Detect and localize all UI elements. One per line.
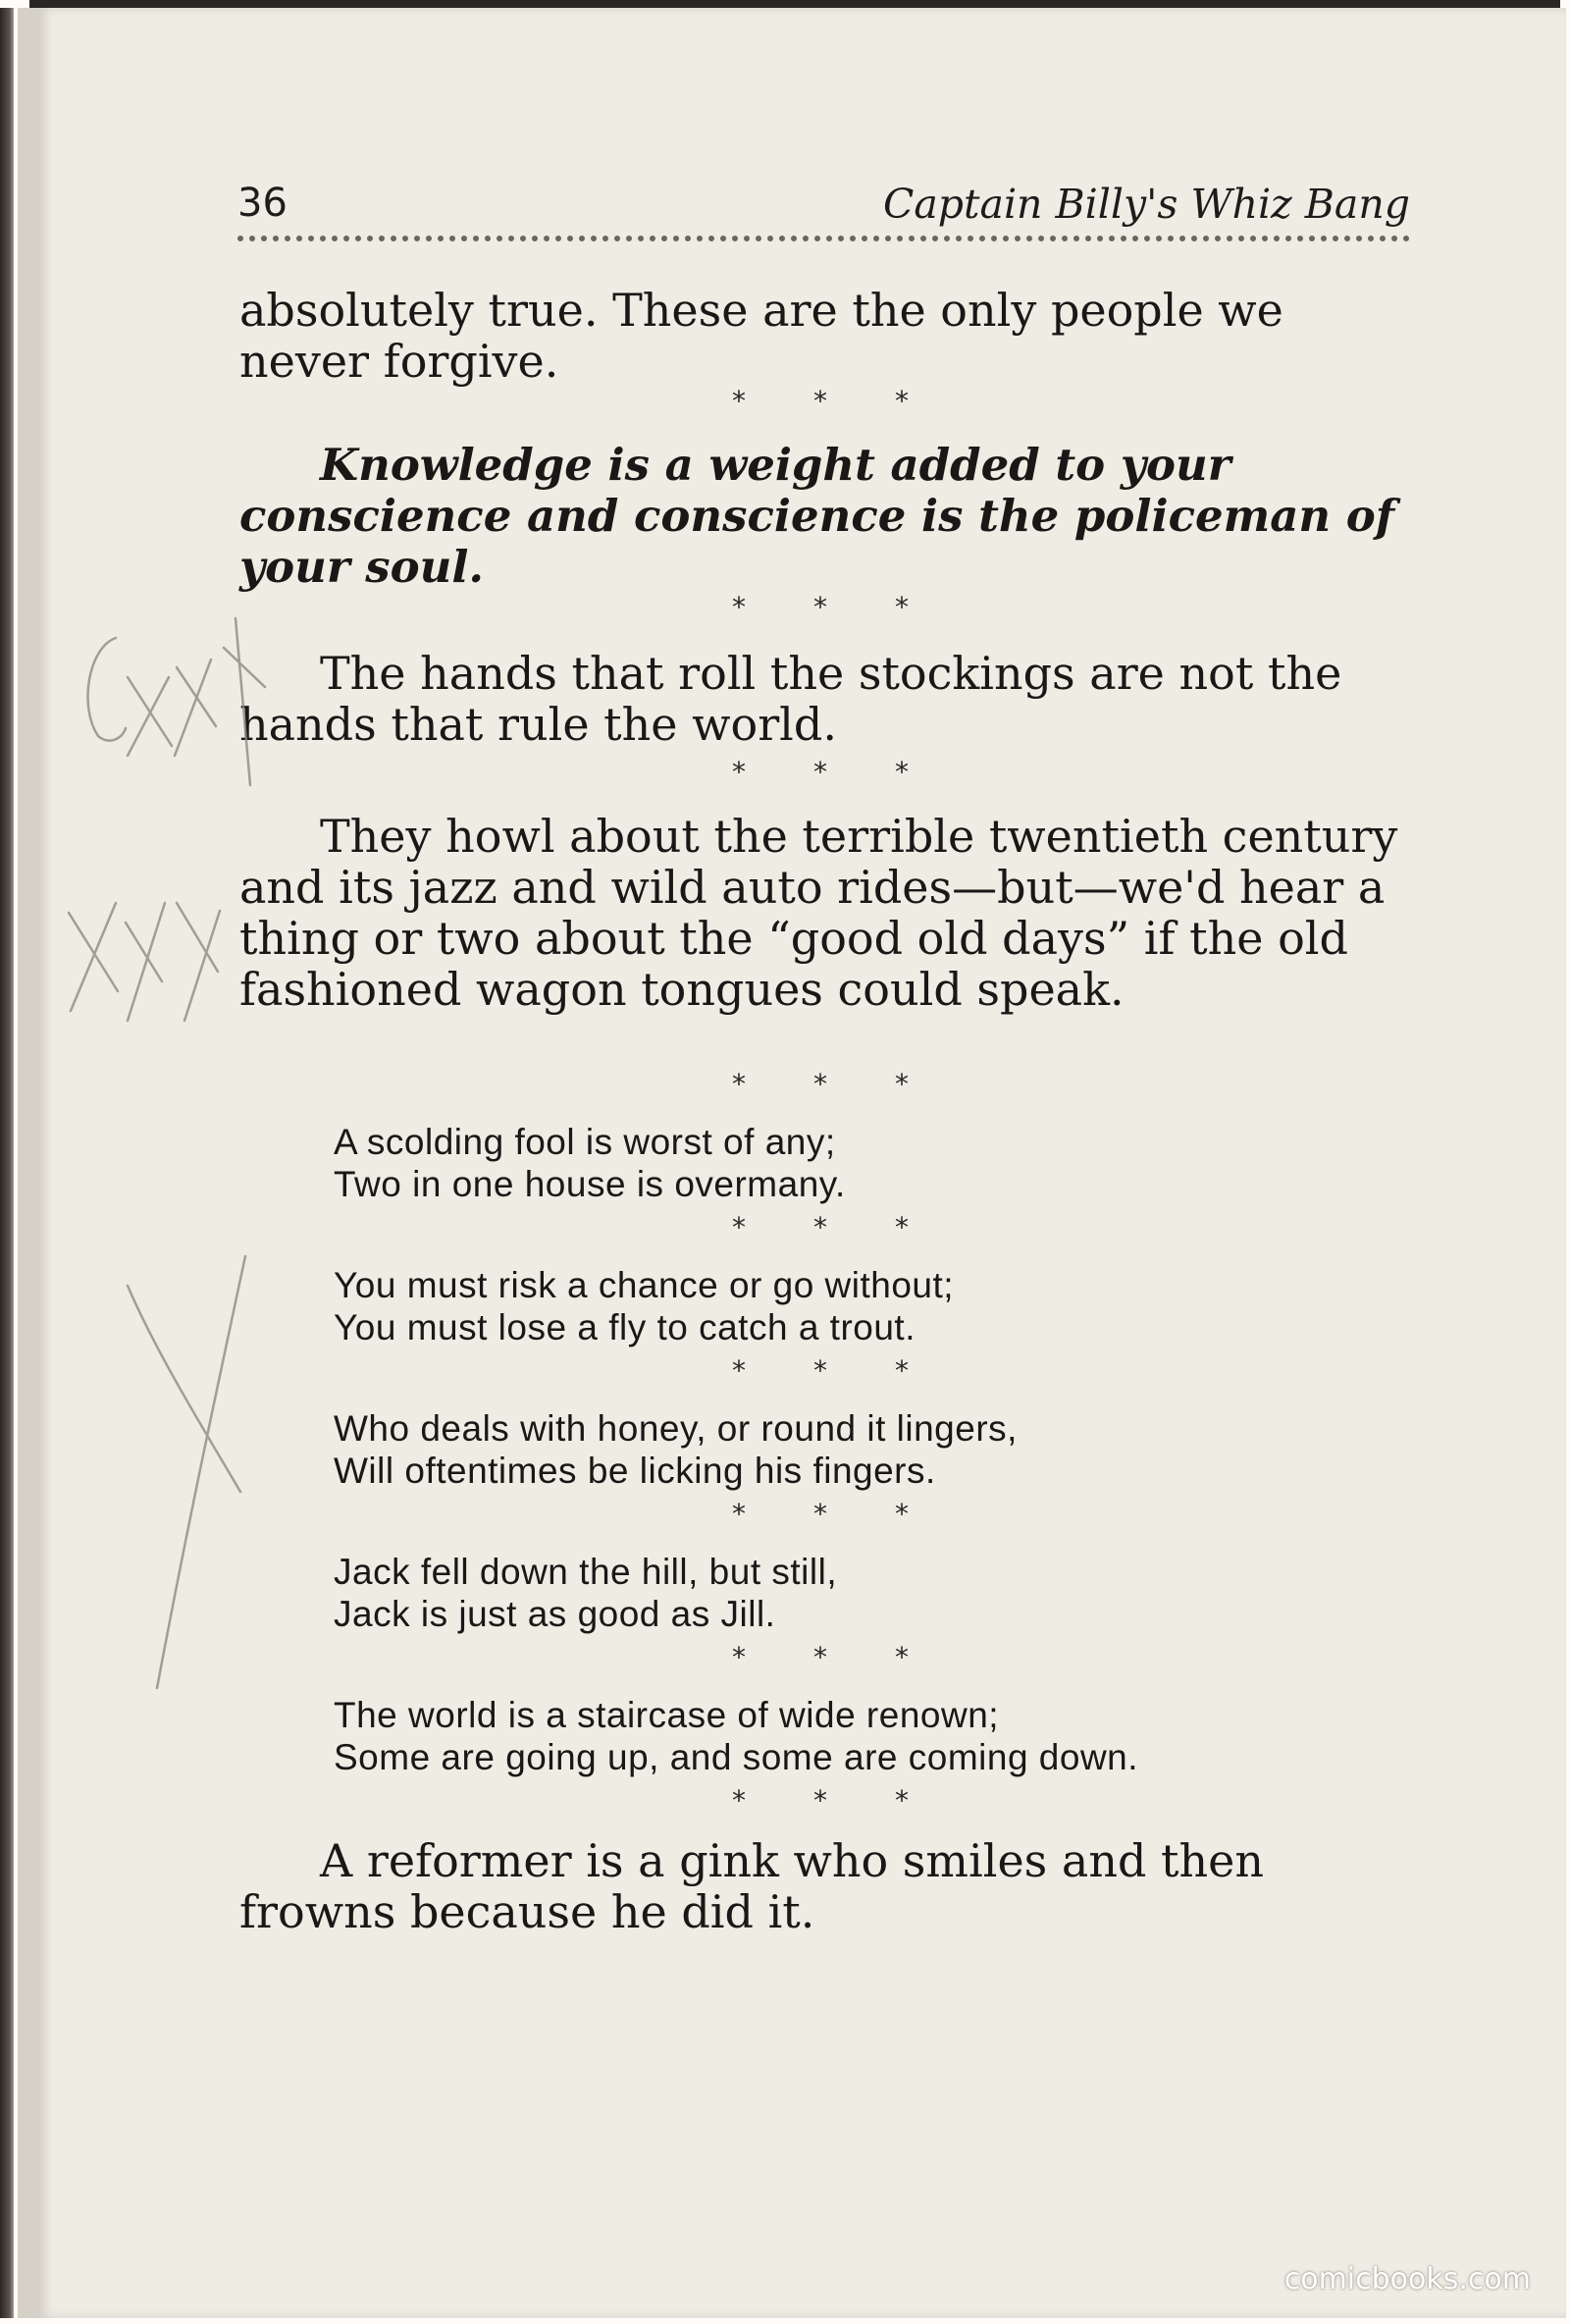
couplet-4 bbox=[334, 1551, 1364, 1635]
separator-5 bbox=[732, 1211, 909, 1243]
separator-star: * bbox=[813, 1784, 827, 1817]
couplet-2 bbox=[334, 1264, 1364, 1348]
separator-7 bbox=[732, 1498, 909, 1530]
book-spine-edge bbox=[0, 8, 14, 2318]
paragraph-1: absolutely true. These are the only people we never forgive. bbox=[239, 284, 1283, 388]
separator-star: * bbox=[813, 1641, 827, 1673]
separator-star: * bbox=[732, 591, 746, 623]
couplet-3 bbox=[334, 1407, 1364, 1492]
page-number: 36 bbox=[237, 181, 288, 226]
separator-star: * bbox=[732, 1211, 746, 1243]
couplet-line: You must lose a fly to catch a trout. bbox=[334, 1307, 916, 1347]
paragraph-4: They howl about the terrible twentieth century and its jazz and wild auto rides—but—we'd hear a thing or two about the “good old days” if the old fashioned wagon tongues could speak. bbox=[239, 810, 1398, 1016]
separator-star: * bbox=[813, 756, 827, 788]
separator-star: * bbox=[813, 1068, 827, 1100]
paragraph-2-emphasis: Knowledge is a weight added to your conscience and conscience is the policeman of your soul. bbox=[239, 439, 1395, 593]
couplet-line: Some are going up, and some are coming down. bbox=[334, 1737, 1139, 1777]
watermark: comicbooks.com bbox=[1283, 2262, 1531, 2297]
separator-3 bbox=[732, 756, 909, 788]
separator-star: * bbox=[813, 1498, 827, 1530]
couplet-line: Will oftentimes be licking his fingers. bbox=[334, 1451, 936, 1491]
couplet-1 bbox=[334, 1121, 1364, 1205]
separator-star: * bbox=[732, 1354, 746, 1387]
couplet-line: Jack fell down the hill, but still, bbox=[334, 1552, 838, 1592]
couplet-line: Two in one house is overmany. bbox=[334, 1164, 846, 1204]
couplet-line: Who deals with honey, or round it lingers, bbox=[334, 1408, 1018, 1449]
couplet-line: Jack is just as good as Jill. bbox=[334, 1594, 776, 1634]
separator-star: * bbox=[813, 385, 827, 417]
separator-star: * bbox=[895, 591, 909, 623]
separator-8 bbox=[732, 1641, 909, 1673]
separator-star: * bbox=[732, 385, 746, 417]
separator-star: * bbox=[895, 385, 909, 417]
separator-star: * bbox=[895, 1068, 909, 1100]
separator-star: * bbox=[813, 1354, 827, 1387]
running-title: Captain Billy's Whiz Bang bbox=[882, 181, 1410, 228]
couplet-line: You must risk a chance or go without; bbox=[334, 1265, 955, 1305]
separator-star: * bbox=[895, 1498, 909, 1530]
separator-star: * bbox=[813, 1211, 827, 1243]
separator-star: * bbox=[732, 756, 746, 788]
separator-2 bbox=[732, 591, 909, 623]
separator-star: * bbox=[732, 1641, 746, 1673]
separator-4 bbox=[732, 1068, 909, 1100]
couplet-line: A scolding fool is worst of any; bbox=[334, 1122, 836, 1162]
separator-6 bbox=[732, 1354, 909, 1387]
separator-star: * bbox=[895, 1211, 909, 1243]
separator-star: * bbox=[895, 756, 909, 788]
separator-star: * bbox=[895, 1784, 909, 1817]
separator-star: * bbox=[895, 1641, 909, 1673]
couplet-line: The world is a staircase of wide renown; bbox=[334, 1695, 1000, 1735]
separator-star: * bbox=[732, 1498, 746, 1530]
separator-star: * bbox=[895, 1354, 909, 1387]
separator-9 bbox=[732, 1784, 909, 1817]
separator-1 bbox=[732, 385, 909, 417]
separator-star: * bbox=[732, 1068, 746, 1100]
separator-star: * bbox=[813, 591, 827, 623]
page-header bbox=[237, 177, 1410, 241]
separator-star: * bbox=[732, 1784, 746, 1817]
paragraph-5: A reformer is a gink who smiles and then frowns because he did it. bbox=[239, 1834, 1264, 1938]
couplet-5 bbox=[334, 1694, 1364, 1778]
paragraph-3: The hands that roll the stockings are not the hands that rule the world. bbox=[239, 647, 1342, 751]
